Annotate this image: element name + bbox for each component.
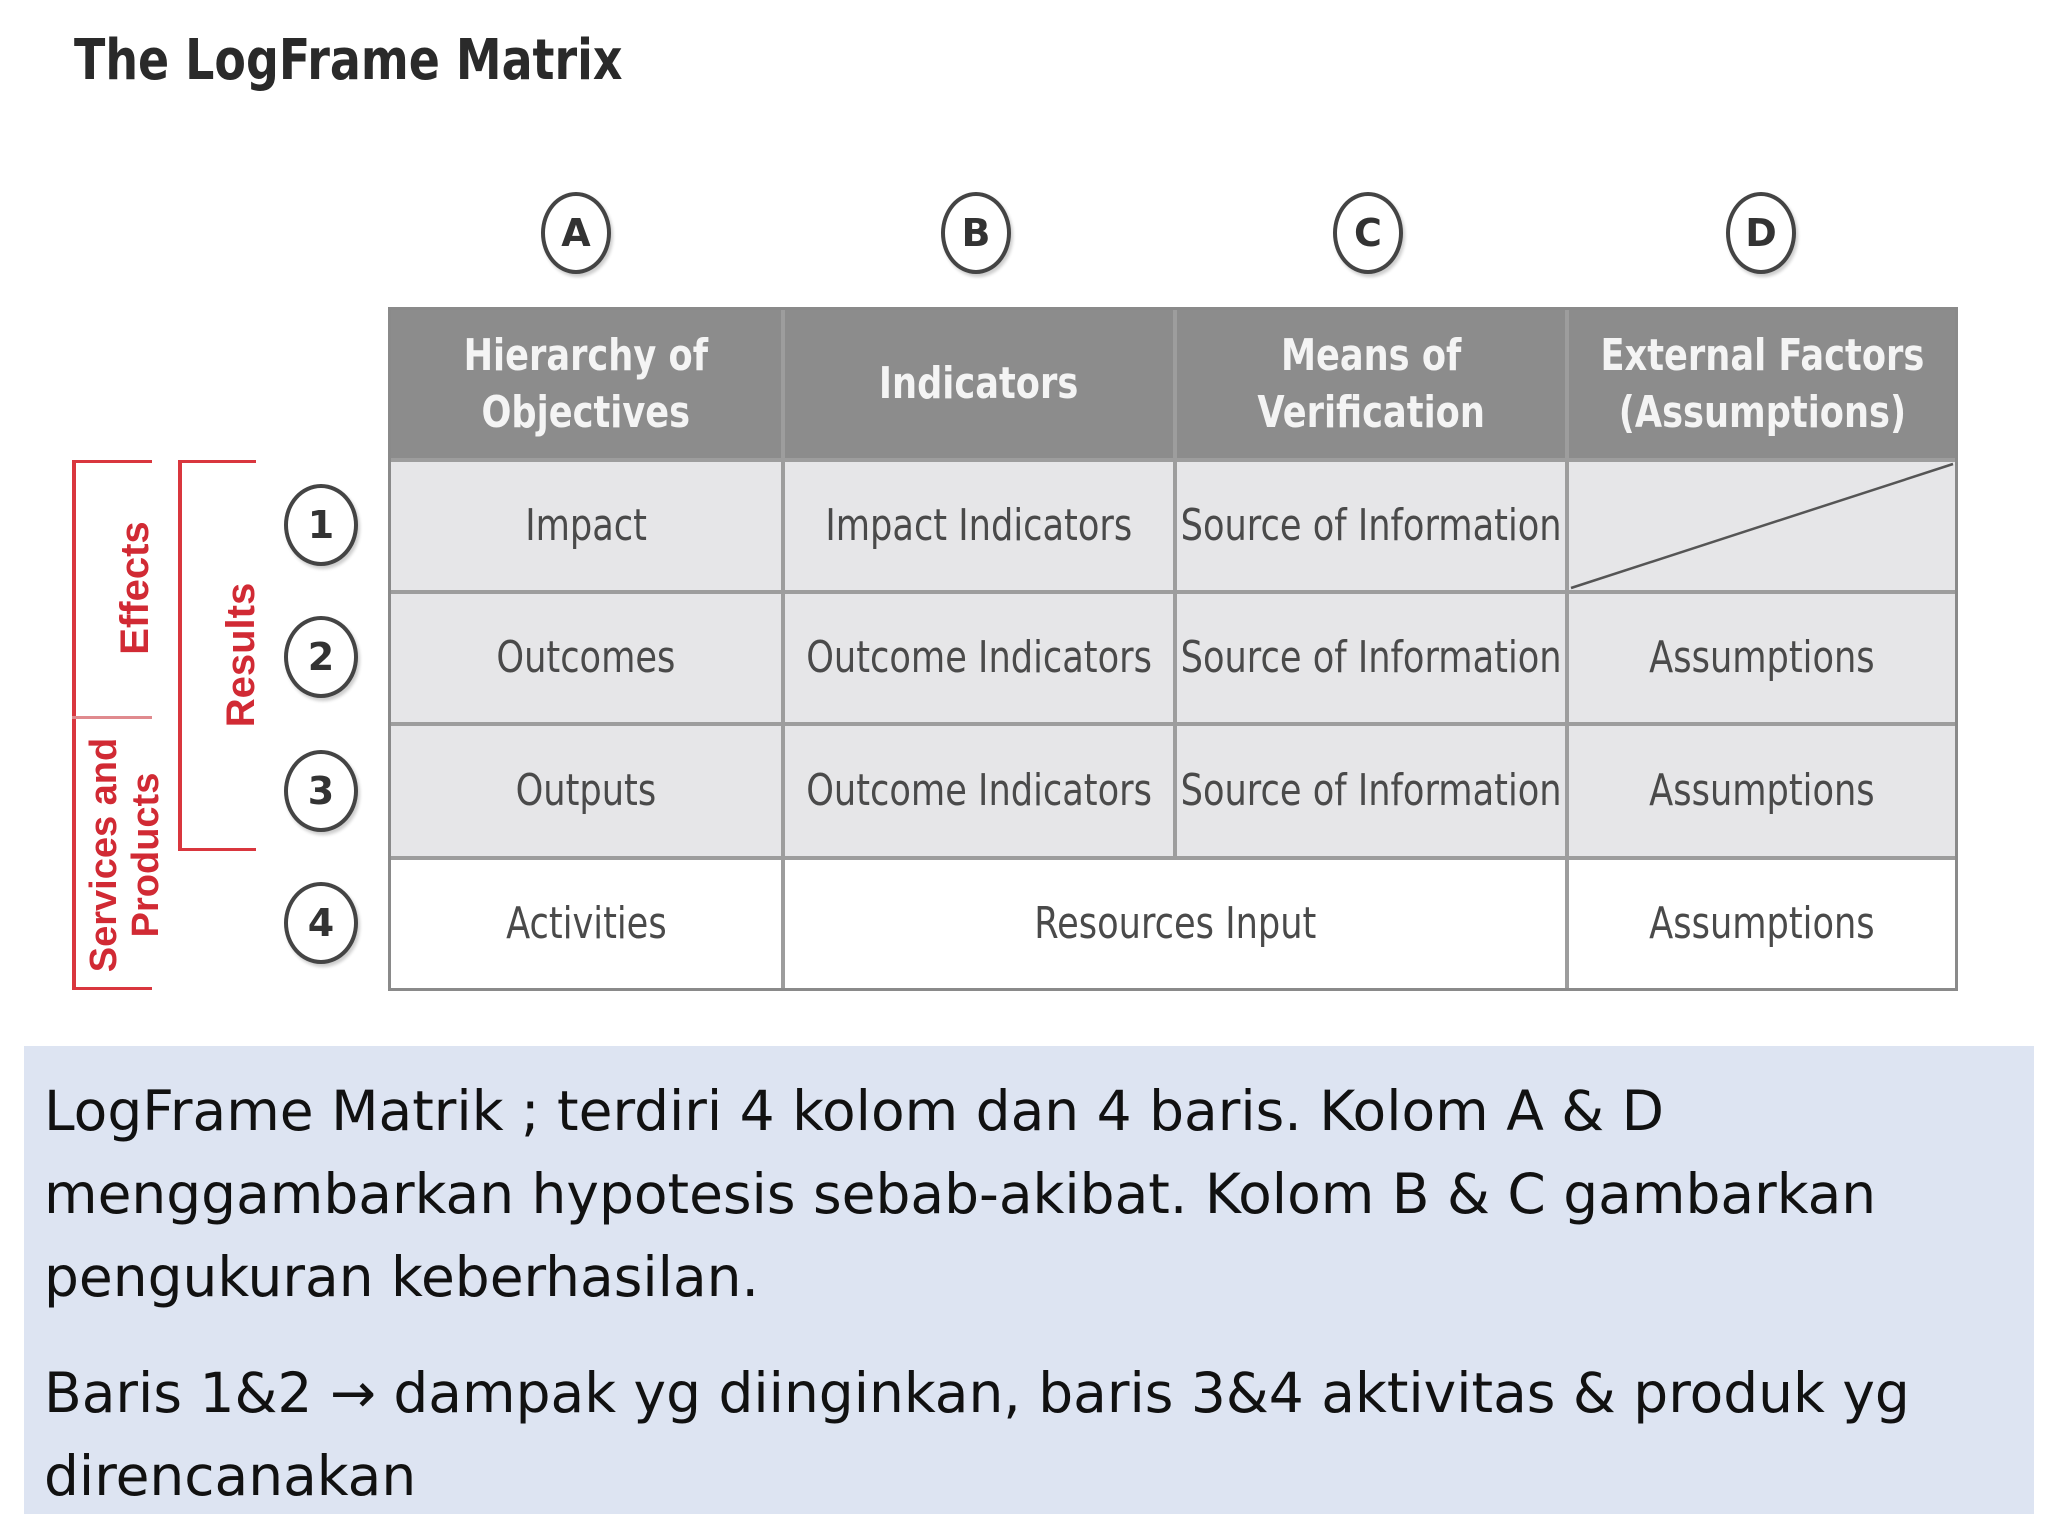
cell-impact-indicators: Impact Indicators xyxy=(785,462,1173,590)
row-marker-4: 4 xyxy=(284,882,358,964)
header-line: Objectives xyxy=(481,387,691,438)
column-marker-b: B xyxy=(941,192,1011,274)
cell-source-of-information: Source of Information xyxy=(1177,726,1565,856)
services-products-label xyxy=(83,725,169,985)
header-line: (Assumptions) xyxy=(1618,387,1906,438)
effects-bracket-top xyxy=(72,460,152,463)
header-hierarchy-of-objectives xyxy=(391,310,781,458)
cell-empty-diagonal xyxy=(1569,462,1955,590)
description-paragraph-1: LogFrame Matrik ; terdiri 4 kolom dan 4 baris. Kolom A & D menggambarkan hypotesis sebab-akibat. Kolom B & C gambarkan pengukuran keberhasilan. xyxy=(44,1079,1877,1309)
results-bracket-bottom xyxy=(178,848,256,851)
header-indicators xyxy=(785,310,1173,458)
header-means-of-verification xyxy=(1177,310,1565,458)
description-box xyxy=(24,1046,2034,1514)
column-marker-a: A xyxy=(541,192,611,274)
results-bracket-top xyxy=(178,460,256,463)
cell-impact: Impact xyxy=(391,462,781,590)
header-line: Indicators xyxy=(879,358,1079,410)
header-line: Hierarchy of xyxy=(463,329,709,381)
cell-outcome-indicators: Outcome Indicators xyxy=(785,594,1173,722)
results-label: Results xyxy=(219,582,263,728)
row-marker-3: 3 xyxy=(284,750,358,832)
cell-outputs: Outputs xyxy=(391,726,781,856)
services-label-line2: Products xyxy=(125,772,167,938)
services-bracket-line xyxy=(72,718,76,990)
page-title: The LogFrame Matrix xyxy=(74,28,623,93)
cell-resources-input: Resources Input xyxy=(785,860,1565,988)
column-marker-c: C xyxy=(1333,192,1403,274)
cell-source-of-information: Source of Information xyxy=(1177,594,1565,722)
cell-outcome-indicators: Outcome Indicators xyxy=(785,726,1173,856)
row-marker-2: 2 xyxy=(284,616,358,698)
column-marker-d: D xyxy=(1726,192,1796,274)
header-line: Means of xyxy=(1280,329,1462,381)
diagonal-line xyxy=(1569,462,1955,590)
header-line: External Factors xyxy=(1600,329,1924,381)
description-paragraph-2: Baris 1&2 → dampak yg diinginkan, baris 3&4 aktivitas & produk yg direncanakan xyxy=(44,1361,1910,1508)
services-bracket-bottom xyxy=(72,987,152,990)
services-label-line1: Services and xyxy=(83,737,125,973)
effects-label: Effects xyxy=(113,521,157,655)
results-bracket-line xyxy=(178,460,182,850)
cell-outcomes: Outcomes xyxy=(391,594,781,722)
cell-activities: Activities xyxy=(391,860,781,988)
logframe-matrix xyxy=(388,307,1958,991)
cell-assumptions: Assumptions xyxy=(1569,594,1955,722)
cell-assumptions: Assumptions xyxy=(1569,860,1955,988)
bracket-divider xyxy=(72,716,152,719)
effects-bracket-line xyxy=(72,460,76,716)
header-external-factors xyxy=(1569,310,1955,458)
cell-assumptions: Assumptions xyxy=(1569,726,1955,856)
row-marker-1: 1 xyxy=(284,484,358,566)
cell-source-of-information: Source of Information xyxy=(1177,462,1565,590)
header-line: Verification xyxy=(1257,387,1485,438)
